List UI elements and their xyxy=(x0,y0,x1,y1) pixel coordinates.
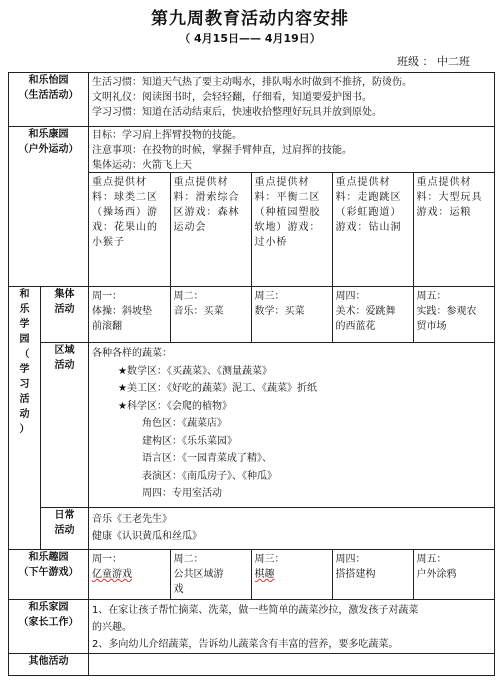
family-row xyxy=(9,600,495,654)
study-area-row xyxy=(9,343,495,508)
day-label: 周四： xyxy=(335,291,366,302)
outdoor-zone: 重点提供材料：球类二区（操场西）游戏：花果山的小猴子 xyxy=(92,177,158,248)
life-section-label xyxy=(9,73,89,127)
group-day xyxy=(170,287,251,342)
daily-line: 音乐《王老先生》 xyxy=(92,514,172,525)
outdoor-zone: 重点提供材料：平衡二区（种植园塑胶软地）游戏：过小桥 xyxy=(251,173,332,286)
day-text: 棋趣 xyxy=(254,569,275,580)
area-line: ★科学区：《会爬的植物》 xyxy=(118,400,232,412)
study-char: （ xyxy=(19,349,30,360)
day-text: 数学：买菜 xyxy=(254,306,305,317)
day-label: 周二： xyxy=(173,291,204,302)
study-group-row xyxy=(9,287,495,343)
daily-activity-content xyxy=(89,508,495,550)
day-text: 实践：参观农 xyxy=(416,306,477,317)
afternoon-section-sub: （下午游戏） xyxy=(18,567,79,578)
outdoor-section-name: 和乐康园 xyxy=(28,129,69,140)
area-line: 角色区：《蔬菜店》 xyxy=(142,418,227,429)
group-day xyxy=(413,287,494,342)
daily-activity-label xyxy=(41,508,89,550)
life-section-name: 和乐怡园 xyxy=(28,75,69,86)
family-line: 2、多向幼儿介绍蔬菜，告诉幼儿蔬菜含有丰富的营养，要多吃蔬菜。 xyxy=(92,639,399,650)
group-days xyxy=(89,287,494,342)
daily-label-line: 日常 xyxy=(54,510,75,521)
study-daily-row xyxy=(9,508,495,550)
area-line: 语言区：《一园青菜成了精》、 xyxy=(142,453,272,464)
family-section-sub: （家长工作） xyxy=(18,617,79,628)
study-char: 习 xyxy=(19,379,30,390)
day-label: 周三： xyxy=(254,291,285,302)
group-label-line: 集体 xyxy=(54,289,75,300)
life-line: 学习习惯：知道在活动结束后，快速收拾整理好玩具并放到原处。 xyxy=(92,107,382,118)
group-day xyxy=(251,287,332,342)
family-content xyxy=(89,600,495,654)
outdoor-section-label xyxy=(9,127,89,287)
family-line: 的兴趣。 xyxy=(92,622,132,633)
page-title: 第九周教育活动内容安排 xyxy=(151,9,349,29)
afternoon-day xyxy=(170,550,251,599)
area-line: 各种各样的蔬菜： xyxy=(92,348,172,359)
schedule-table xyxy=(8,72,495,676)
day-text: 搭搭建构 xyxy=(335,569,376,580)
family-section-name: 和乐家园 xyxy=(28,602,69,613)
outdoor-line: 集体运动：火箭飞上天 xyxy=(92,160,192,171)
daily-line: 健康《认识黄瓜和丝瓜》 xyxy=(92,531,202,542)
day-text: 公共区域游 xyxy=(173,569,224,580)
life-section-sub: （生活活动） xyxy=(18,90,79,101)
day-text: 亿童游戏 xyxy=(92,569,132,580)
day-text: 美术：爱跳舞 xyxy=(335,306,396,317)
study-char: 和 xyxy=(19,289,30,300)
day-label: 周一： xyxy=(92,554,122,565)
group-activity-label xyxy=(41,287,89,343)
day-text: 贸市场 xyxy=(416,321,447,332)
study-char: 动 xyxy=(19,409,30,420)
other-content xyxy=(89,654,495,676)
afternoon-day xyxy=(251,550,332,599)
area-activity-label xyxy=(41,343,89,508)
life-line: 文明礼仪：阅读图书时，会轻轻翻，仔细看，知道要爱护图书。 xyxy=(92,92,372,103)
outdoor-row xyxy=(9,127,495,287)
afternoon-days xyxy=(89,550,494,599)
outdoor-line: 目标：学习肩上挥臂投物的技能。 xyxy=(92,130,242,141)
area-line: 周四：专用室活动 xyxy=(142,488,222,499)
outdoor-zone: 重点提供材料：大型玩具游戏：运粮 xyxy=(413,173,494,286)
outdoor-content xyxy=(89,127,495,287)
outdoor-zone: 重点提供材料：滑索综合区游戏：森林运动会 xyxy=(170,173,251,286)
day-label: 周五： xyxy=(416,554,447,565)
study-char: 乐 xyxy=(19,304,30,315)
afternoon-section-name: 和乐趣园 xyxy=(28,552,69,563)
life-line: 生活习惯：知道天气热了要主动喝水，排队喝水时做到不推挤，防烫伤。 xyxy=(92,77,412,88)
afternoon-row xyxy=(9,550,495,600)
group-day xyxy=(332,287,413,342)
study-char: 学 xyxy=(19,364,30,375)
afternoon-section-label xyxy=(9,550,89,600)
class-label: 班级 ： 中二班 xyxy=(397,55,470,68)
day-label: 周五： xyxy=(416,291,447,302)
afternoon-day xyxy=(89,550,170,599)
day-text: 戏 xyxy=(173,584,184,595)
day-label: 周二： xyxy=(173,554,204,565)
area-line: ★美工区：《好吃的蔬菜》泥工、《蔬菜》折纸 xyxy=(118,383,317,394)
day-text: 体操：斜坡垫 xyxy=(92,306,152,317)
day-text: 前滚翻 xyxy=(92,321,122,332)
area-activity-content xyxy=(89,343,495,508)
day-label: 周三： xyxy=(254,554,285,565)
outdoor-zone: 重点提供材料：走跑跳区（彩虹跑道）游戏：钻山洞 xyxy=(332,173,413,286)
life-row xyxy=(9,73,495,127)
study-char: ） xyxy=(19,424,30,435)
other-row xyxy=(9,654,495,676)
afternoon-day xyxy=(332,550,413,599)
outdoor-section-sub: （户外运动） xyxy=(18,144,79,155)
day-text: 音乐：买菜 xyxy=(173,306,224,317)
group-label-line: 活动 xyxy=(54,304,75,315)
study-char: 园 xyxy=(19,334,30,345)
family-section-label xyxy=(9,600,89,654)
outdoor-zones xyxy=(89,173,494,286)
family-line: 1、在家让孩子帮忙摘菜、洗菜，做一些简单的蔬菜沙拉，激发孩子对蔬菜 xyxy=(92,605,419,616)
day-text: 户外涂鸦 xyxy=(416,569,457,580)
study-char: 学 xyxy=(19,319,30,330)
day-label: 周一： xyxy=(92,291,122,302)
life-content xyxy=(89,73,495,127)
study-section-label xyxy=(9,287,41,550)
date-range: （ 4月15日—— 4月19日） xyxy=(179,32,321,45)
study-char: 活 xyxy=(19,394,30,405)
day-label: 周四： xyxy=(335,554,366,565)
day-text: 的西蓝花 xyxy=(335,321,376,332)
area-line: ★数学区：《买蔬菜》、《测量蔬菜》 xyxy=(118,365,272,377)
daily-label-line: 活动 xyxy=(54,525,75,536)
afternoon-day xyxy=(413,550,494,599)
afternoon-content xyxy=(89,550,495,600)
outdoor-line: 注意事项：在投物的时候，掌握手臂伸直，过肩挥的技能。 xyxy=(92,145,352,156)
area-line: 建构区：《乐乐菜园》 xyxy=(142,435,237,447)
other-section-label: 其他活动 xyxy=(9,654,89,676)
area-label-line: 区域 xyxy=(54,345,75,356)
group-activity-content xyxy=(89,287,495,343)
area-label-line: 活动 xyxy=(54,360,75,371)
area-line: 表演区：《南瓜房子》、《种瓜》 xyxy=(142,470,277,482)
group-day xyxy=(89,287,170,342)
